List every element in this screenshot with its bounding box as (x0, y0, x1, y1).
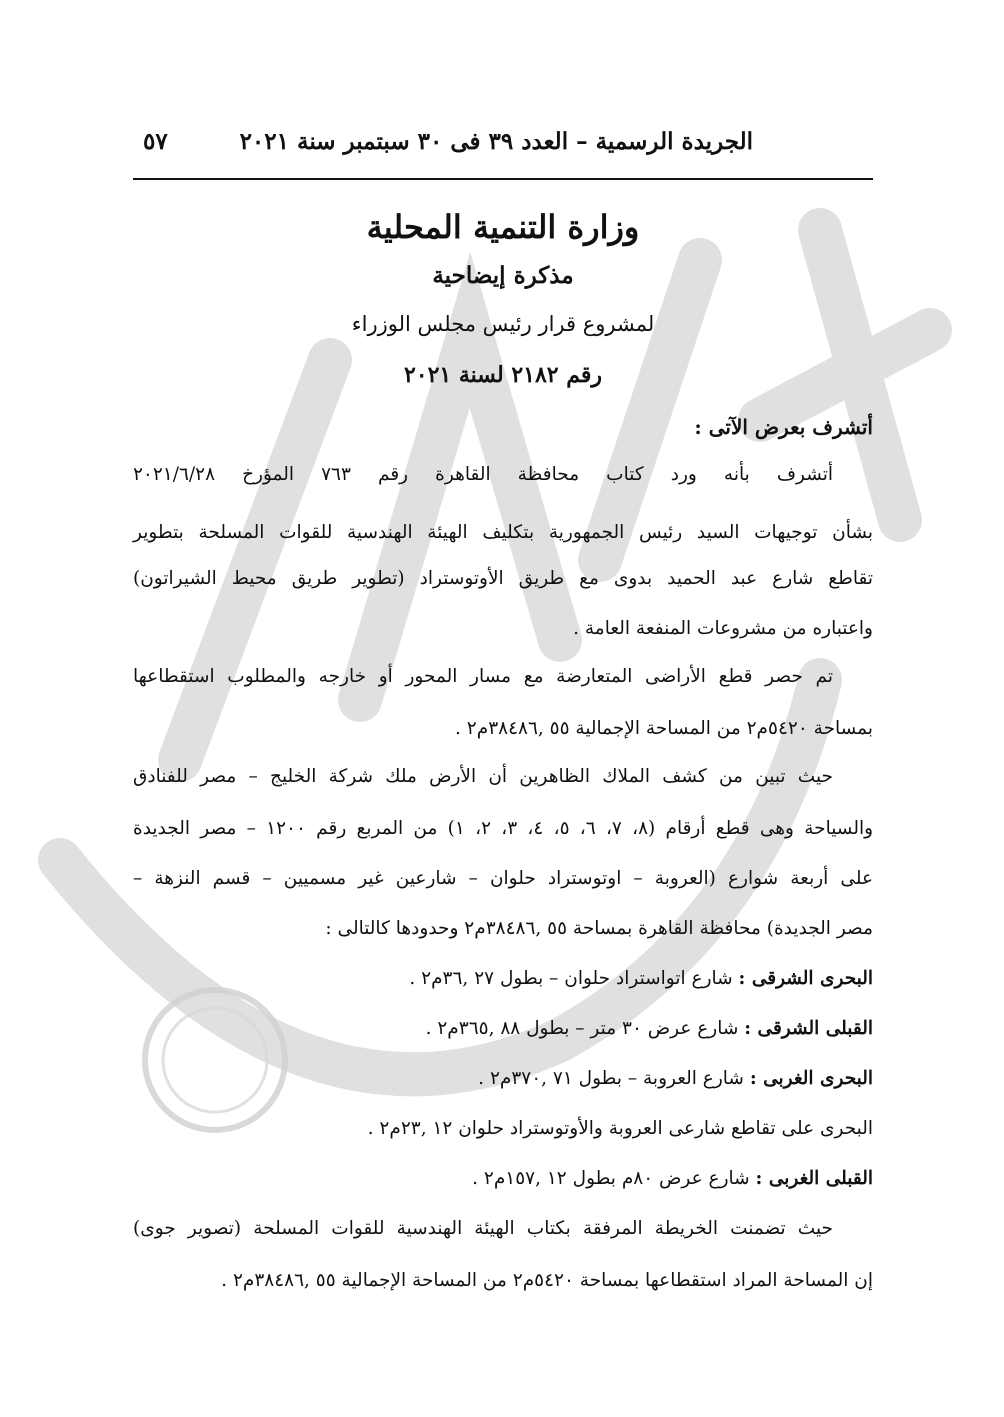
boundary-item (133, 966, 873, 992)
decree-number: رقم ٢١٨٢ لسنة ٢٠٢١ (403, 362, 603, 388)
paragraph-line: على أربعة شوارع (العروبة – اوتوستراد حلوان – شارعين غير مسميين – قسم النزهة – (133, 868, 873, 889)
boundary-text: البحرى على تقاطع شارعى العروبة والأوتوستراد حلوان ١٢ ,٢٣م٢ . (367, 1118, 873, 1139)
paragraph-line: حيث تضمنت الخريطة المرفقة بكتاب الهيئة الهندسية للقوات المسلحة (تصوير جوى) (133, 1218, 833, 1239)
paragraph-line: واعتباره من مشروعات المنفعة العامة . (573, 618, 873, 639)
paragraph-line: إن المساحة المراد استقطاعها بمساحة ٥٤٢٠م٢ من المساحة الإجمالية ٥٥ ,٣٨٤٨٦م٢ . (221, 1270, 873, 1291)
boundary-item (133, 1016, 873, 1042)
page-number: ٥٧ (143, 128, 168, 155)
boundary-text: شارع العروبة – بطول ٧١ ,٣٧٠م٢ . (478, 1068, 744, 1089)
boundary-item (133, 1166, 873, 1192)
memo-title: مذكرة إيضاحية (432, 262, 574, 289)
boundary-label: القبلى الغربى : (755, 1168, 873, 1189)
paragraph-line: تم حصر قطع الأراضى المتعارضة مع مسار المحور أو خارجه والمطلوب استقطاعها (133, 666, 833, 687)
boundary-item (133, 1116, 873, 1142)
salutation: أتشرف بعرض الآتى : (694, 415, 873, 439)
paragraph-line: مصر الجديدة) محافظة القاهرة بمساحة ٥٥ ,٣٨٤٨٦م٢ وحدودها كالتالى : (325, 918, 873, 939)
paragraph-line: تقاطع شارع عبد الحميد بدوى مع طريق الأوتوستراد (تطوير طريق محيط الشيراتون) (133, 568, 873, 589)
ministry-title: وزارة التنمية المحلية (366, 208, 640, 246)
running-title: الجريدة الرسمية – العدد ٣٩ فى ٣٠ سبتمبر سنة ٢٠٢١ (239, 128, 753, 155)
boundary-label: البحرى الشرقى : (738, 968, 873, 989)
boundary-label: البحرى الغربى : (749, 1068, 873, 1089)
paragraph-line: أتشرف بأنه ورد كتاب محافظة القاهرة رقم ٧٦٣ المؤرخ ٢٠٢١/٦/٢٨ (133, 464, 834, 485)
header-rule (133, 178, 873, 180)
boundary-text: شارع عرض ٣٠ متر – بطول ٨٨ ,٣٦٥م٢ . (425, 1018, 739, 1039)
project-subtitle: لمشروع قرار رئيس مجلس الوزراء (351, 312, 655, 336)
boundary-text: شارع اتواستراد حلوان – بطول ٢٧ ,٣٦م٢ . (409, 968, 733, 989)
boundary-item (133, 1066, 873, 1092)
paragraph-line: حيث تبين من كشف الملاك الظاهرين أن الأرض ملك شركة الخليج – مصر للفنادق (133, 766, 833, 787)
paragraph-line: والسياحة وهى قطع أرقام (٨، ٧، ٦، ٥، ٤، ٣، ٢، ١) من المربع رقم ١٢٠٠ – مصر الجديدة (133, 818, 874, 839)
paragraph-line: بمساحة ٥٤٢٠م٢ من المساحة الإجمالية ٥٥ ,٣٨٤٨٦م٢ . (455, 718, 873, 739)
paragraph-line: بشأن توجيهات السيد رئيس الجمهورية بتكليف الهيئة الهندسية للقوات المسلحة بتطوير (133, 522, 873, 543)
boundary-label: القبلى الشرقى : (744, 1018, 873, 1039)
boundary-text: شارع عرض ٨٠م بطول ١٢ ,١٥٧م٢ . (472, 1168, 750, 1189)
running-header (133, 128, 873, 168)
